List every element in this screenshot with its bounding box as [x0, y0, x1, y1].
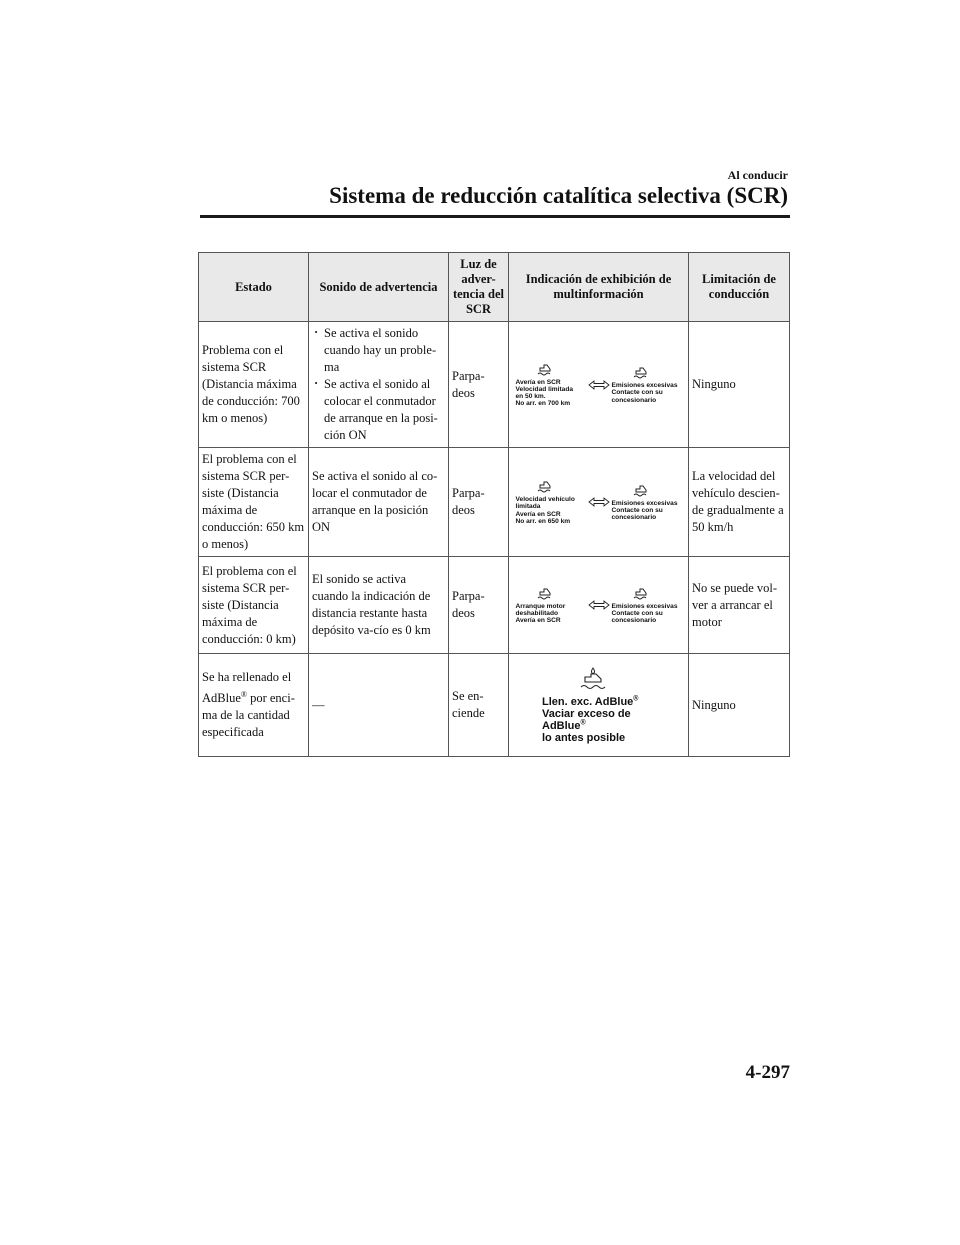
display-indication [516, 586, 682, 625]
display-text: Arranque motor deshabilitado Avería en SCR [515, 602, 566, 625]
cell-display [509, 557, 689, 654]
cell-display [509, 654, 689, 757]
table-row [199, 557, 790, 654]
scr-warning-icon [536, 586, 554, 601]
scr-warning-icon [632, 586, 650, 601]
cell-limitacion: Ninguno [689, 654, 790, 757]
adblue-icon [578, 666, 608, 692]
list-item: · Se activa el sonido cuando hay un proble-ma [312, 325, 445, 376]
display-screen-left [516, 586, 586, 625]
scr-warning-icon [632, 483, 650, 498]
display-line: AdBlue [542, 720, 581, 732]
cell-estado: Problema con el sistema SCR (Distancia máxima de conducción: 700 km o menos) [199, 322, 309, 448]
list-item: · Se activa el sonido al colocar el conmutador de arranque en la posi-ción ON [312, 376, 445, 444]
page-title: Sistema de reducción catalítica selectiva (SCR) [329, 183, 788, 208]
col-header-estado: Estado [199, 253, 309, 322]
scr-status-table [198, 252, 790, 757]
cell-sonido [309, 322, 449, 448]
display-line: lo antes posible [542, 732, 626, 744]
cell-sonido: El sonido se activa cuando la indicación de distancia restante hasta depósito va-cío es 0 km [309, 557, 449, 654]
col-header-luz: Luz de adver-tencia del SCR [449, 253, 509, 322]
col-header-limitacion: Limitación de conducción [689, 253, 790, 322]
estado-text-a: Se ha rellenado el AdBlue [202, 669, 292, 706]
display-text: Velocidad vehículo limitada Avería en SCR No arr. en 650 km [515, 496, 575, 525]
display-line: Llen. exc. AdBlue [542, 696, 634, 708]
sound-list [312, 325, 445, 444]
page-number: 4-297 [745, 1062, 790, 1083]
display-screen-right [612, 483, 682, 522]
display-text: Avería en SCR Velocidad limitada en 50 km. No arr. en 700 km [515, 378, 574, 408]
display-text: Emisiones excesivas Contacte con su concesionario [611, 602, 678, 625]
display-screen-right [612, 365, 682, 404]
display-text: Emisiones excesivas Contacte con su concesionario [611, 499, 678, 522]
cell-estado [199, 654, 309, 757]
col-header-indicacion: Indicación de exhibición de multinformación [509, 253, 689, 322]
display-text [542, 696, 638, 744]
registered-mark: ® [580, 719, 586, 727]
cell-luz: Parpa-deos [449, 322, 509, 448]
estado-text-b: por enci-ma de la cantidad especificada [202, 691, 295, 740]
cell-limitacion: No se puede vol-ver a arrancar el motor [689, 557, 790, 654]
table-row [199, 322, 790, 448]
cell-sonido: Se activa el sonido al co-locar el conmutador de arranque en la posición ON [309, 448, 449, 557]
col-header-sonido: Sonido de advertencia [309, 253, 449, 322]
double-arrow-icon [588, 380, 610, 390]
cell-estado: El problema con el sistema SCR per-siste (Distancia máxima de conducción: 650 km o menos) [199, 448, 309, 557]
display-line: Vaciar exceso de [542, 708, 631, 720]
cell-display [509, 322, 689, 448]
table-header-row [199, 253, 790, 322]
table-row [199, 654, 790, 757]
cell-limitacion: Ninguno [689, 322, 790, 448]
scr-warning-icon [536, 479, 554, 494]
display-indication [516, 479, 682, 525]
display-screen-right [612, 586, 682, 625]
display-text: Emisiones excesivas Contacte con su concesionario [611, 382, 678, 404]
scr-warning-icon [632, 365, 650, 380]
registered-mark: ® [240, 689, 247, 699]
display-indication [516, 362, 682, 408]
display-screen-left [516, 479, 586, 525]
double-arrow-icon [588, 600, 610, 610]
registered-mark: ® [633, 695, 639, 703]
scr-warning-icon [536, 362, 554, 377]
double-arrow-icon [588, 497, 610, 507]
table-row [199, 448, 790, 557]
title-rule [200, 215, 790, 218]
display-screen [542, 666, 685, 744]
display-screen-left [516, 362, 586, 408]
cell-display [509, 448, 689, 557]
cell-luz: Parpa-deos [449, 448, 509, 557]
cell-sonido: — [309, 654, 449, 757]
cell-luz: Parpa-deos [449, 557, 509, 654]
cell-estado: El problema con el sistema SCR per-siste (Distancia máxima de conducción: 0 km) [199, 557, 309, 654]
cell-limitacion: La velocidad del vehículo descien-de gradualmente a 50 km/h [689, 448, 790, 557]
section-label: Al conducir [727, 168, 788, 182]
cell-luz: Se en-ciende [449, 654, 509, 757]
